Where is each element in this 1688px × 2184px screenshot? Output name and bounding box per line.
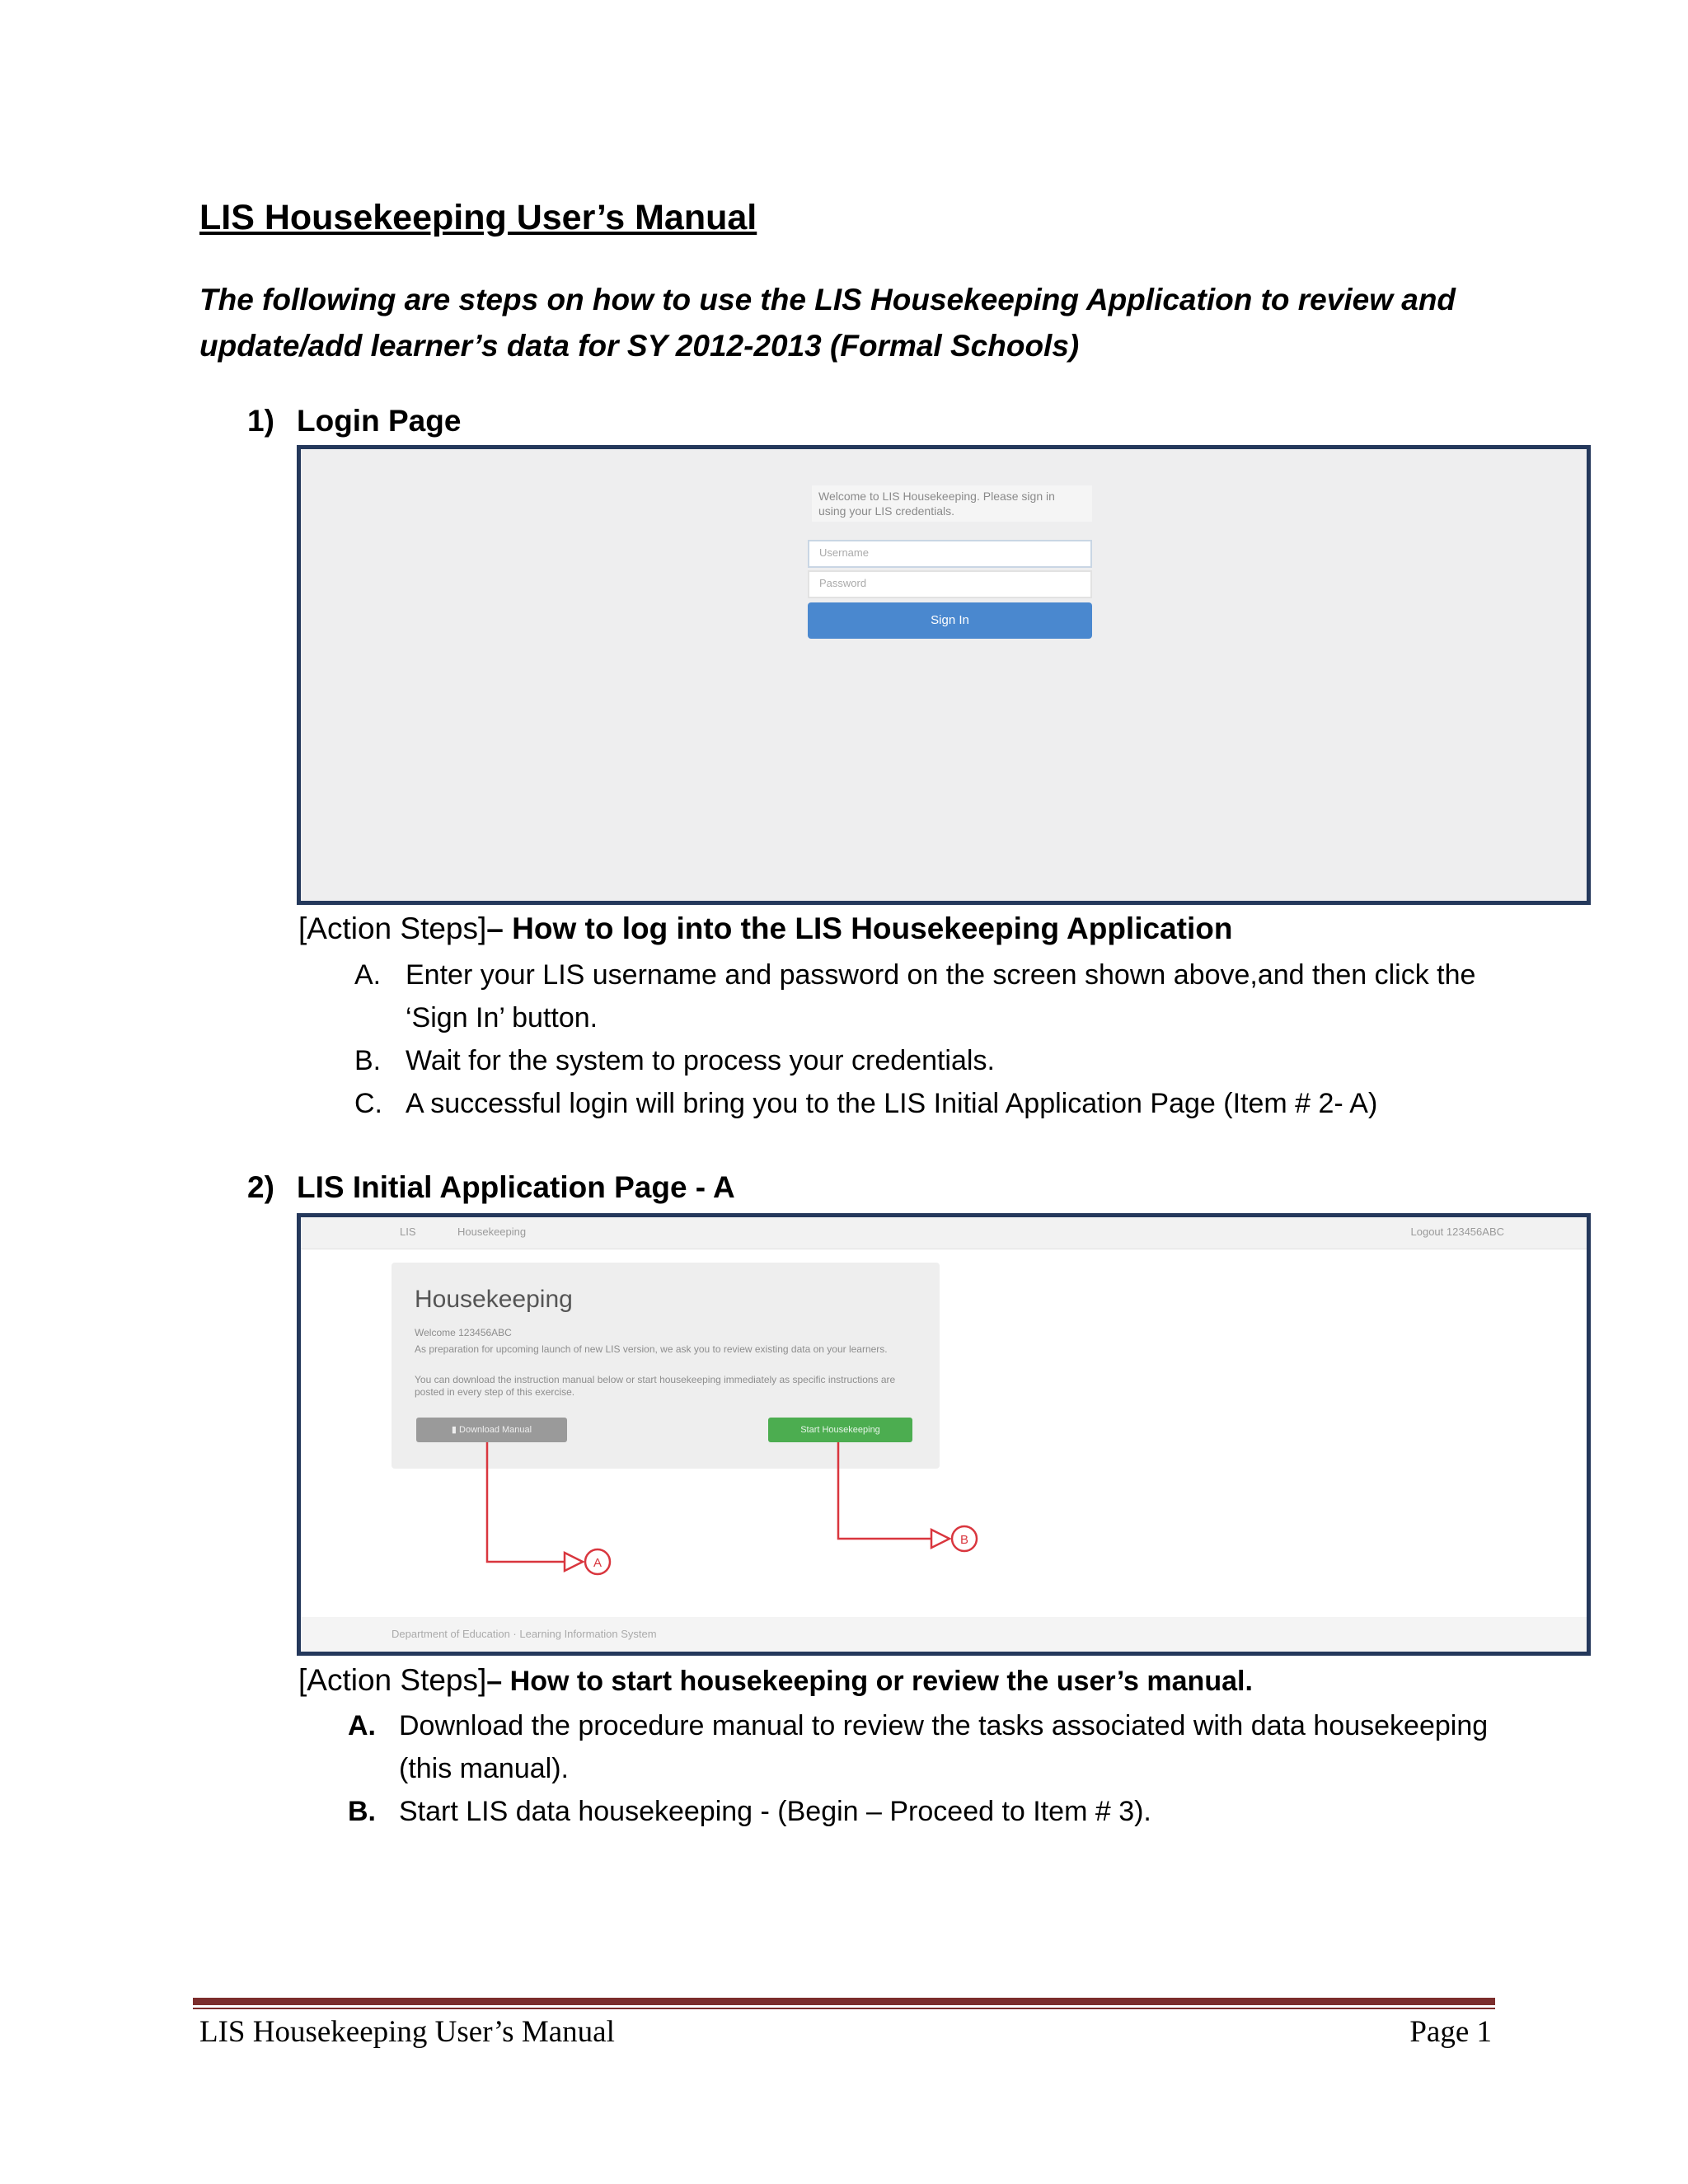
list-item [348, 1704, 1493, 1790]
username-field[interactable]: Username [808, 540, 1092, 568]
login-screen [301, 449, 1587, 901]
sign-in-button[interactable]: Sign In [808, 602, 1092, 639]
housekeeping-screen [301, 1217, 1587, 1652]
section-2-number: 2) [247, 1170, 274, 1204]
app-footer [301, 1617, 1587, 1652]
document-intro: The following are steps on how to use the LIS Housekeeping Application to review and update/add learner’s data for SY 2012-2013 (Formal Schools) [199, 283, 1456, 363]
login-screenshot [297, 445, 1591, 905]
panel-paragraph-1: As preparation for upcoming launch of new LIS version, we ask you to review existing data on your learners. [415, 1343, 888, 1355]
footer-rule-thin [193, 2008, 1495, 2009]
nav-housekeeping[interactable]: Housekeeping [457, 1226, 527, 1238]
annotation-arrows [301, 1217, 1587, 1652]
step-marker: B. [348, 1796, 376, 1827]
section-1-title: Login Page [297, 404, 462, 438]
start-housekeeping-button[interactable]: Start Housekeeping [768, 1418, 912, 1442]
section-1-action-heading [298, 912, 1232, 946]
download-manual-label: Download Manual [459, 1425, 532, 1435]
login-welcome-text: Welcome to LIS Housekeeping. Please sign in using your LIS credentials. [812, 485, 1092, 522]
section-2-action-title: – How to start housekeeping or review the user’s manual. [486, 1666, 1253, 1697]
section-2-action-heading [298, 1663, 1253, 1698]
list-item [354, 1039, 1492, 1082]
list-item [354, 1082, 1492, 1125]
section-1-action-prefix: [Action Steps] [298, 912, 487, 945]
app-footer-text: Department of Education · Learning Information System [392, 1628, 657, 1640]
step-text: Enter your LIS username and password on the screen shown above,and then click the ‘Sign In’ button. [406, 959, 1476, 1033]
step-text: Download the procedure manual to review the tasks associated with data housekeeping (this manual). [399, 1710, 1489, 1784]
footer-title: LIS Housekeeping User’s Manual [199, 2015, 615, 2049]
step-marker: A. [354, 959, 382, 991]
annotation-marker-a: A [593, 1556, 603, 1570]
section-2-steps [348, 1704, 1493, 1833]
section-1-steps [354, 954, 1492, 1125]
list-item [354, 954, 1492, 1039]
section-2-title: LIS Initial Application Page - A [297, 1170, 735, 1204]
page-number: Page 1 [1409, 2015, 1492, 2049]
section-1-heading [247, 404, 461, 438]
panel-title: Housekeeping [415, 1286, 573, 1313]
step-text: A successful login will bring you to the LIS Initial Application Page (Item # 2- A) [406, 1088, 1378, 1119]
section-1-action-title: – How to log into the LIS Housekeeping Application [486, 912, 1233, 945]
step-text: Wait for the system to process your credentials. [406, 1045, 995, 1076]
annotation-marker-b: B [959, 1533, 969, 1547]
step-marker: C. [354, 1088, 382, 1119]
section-2-action-prefix: [Action Steps] [298, 1663, 487, 1697]
section-1-number: 1) [247, 404, 274, 438]
list-item [348, 1790, 1493, 1833]
housekeeping-screenshot [297, 1213, 1591, 1656]
panel-welcome: Welcome 123456ABC [415, 1327, 512, 1338]
nav-logout[interactable]: Logout 123456ABC [1410, 1226, 1504, 1238]
step-marker: B. [354, 1045, 382, 1076]
document-title: LIS Housekeeping User’s Manual [199, 198, 757, 237]
annotation-arrow-b [838, 1442, 977, 1551]
nav-brand[interactable]: LIS [400, 1226, 416, 1238]
password-field[interactable]: Password [808, 570, 1092, 598]
panel-paragraph-2: You can download the instruction manual below or start housekeeping immediately as specific instructions are posted in every step of this exercise. [415, 1374, 896, 1398]
step-text: Start LIS data housekeeping - (Begin – Proceed to Item # 3). [399, 1796, 1151, 1827]
footer-rule [193, 1998, 1495, 2005]
annotation-arrow-a [487, 1442, 610, 1574]
step-marker: A. [348, 1710, 376, 1741]
download-icon: ▮ [451, 1425, 460, 1435]
section-2-heading [247, 1170, 735, 1205]
